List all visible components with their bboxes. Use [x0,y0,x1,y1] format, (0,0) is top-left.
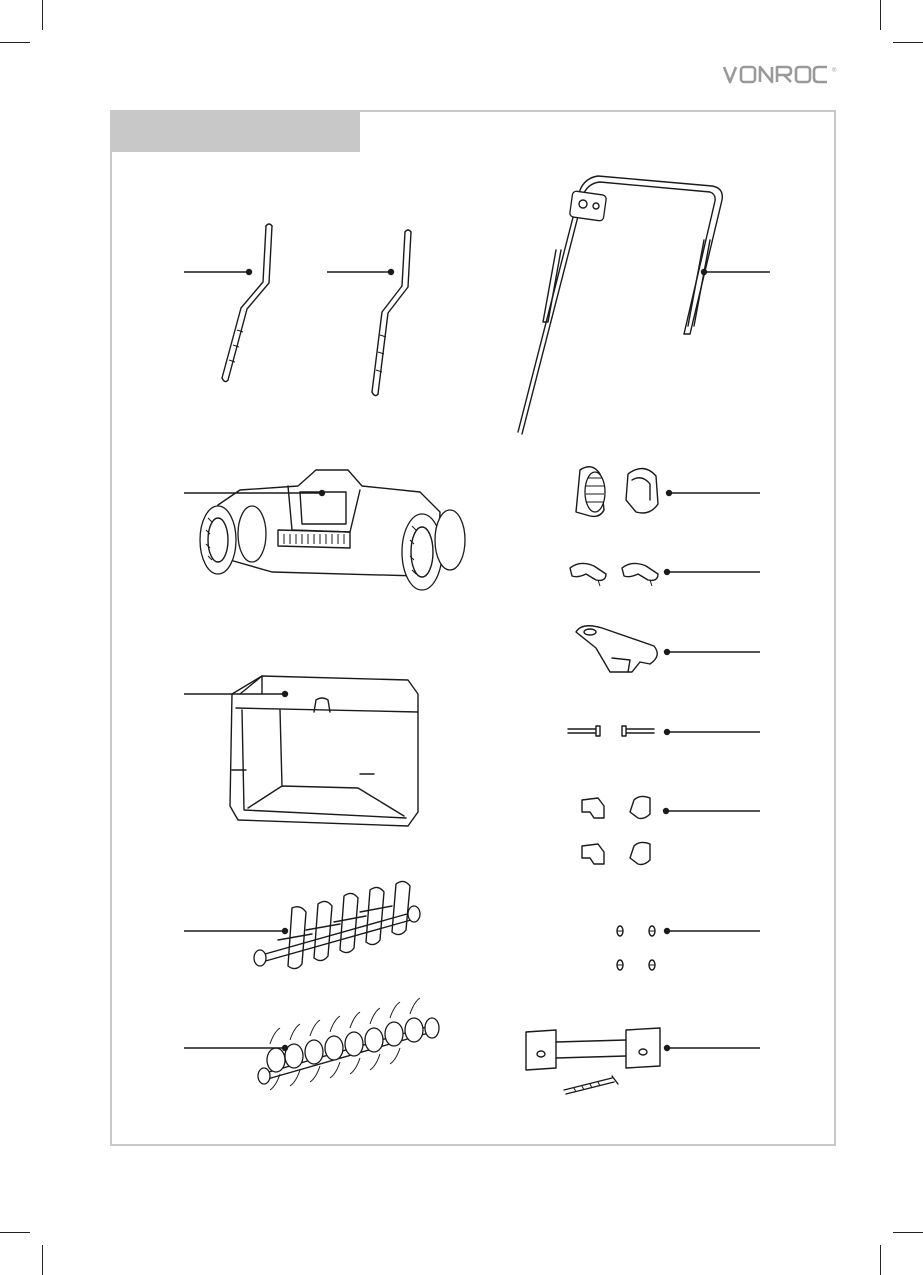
part-handle-clamps [582,796,760,864]
part-wall-bracket [526,1028,760,1094]
part-cable-clips [570,563,760,586]
part-scarifier-roller [184,881,420,968]
part-cable-hook [576,626,760,672]
part-main-body [184,470,465,590]
part-aerator-roller [184,998,439,1090]
part-handle-upper [518,176,770,434]
part-handle-lower-right [327,230,411,396]
part-grass-bag [184,676,418,826]
part-handle-lower-left [184,224,272,382]
part-wing-nuts [617,926,760,970]
part-height-adjust-knobs [576,467,760,517]
svg-text:®: ® [832,68,837,74]
part-handle-bolts [568,726,760,736]
